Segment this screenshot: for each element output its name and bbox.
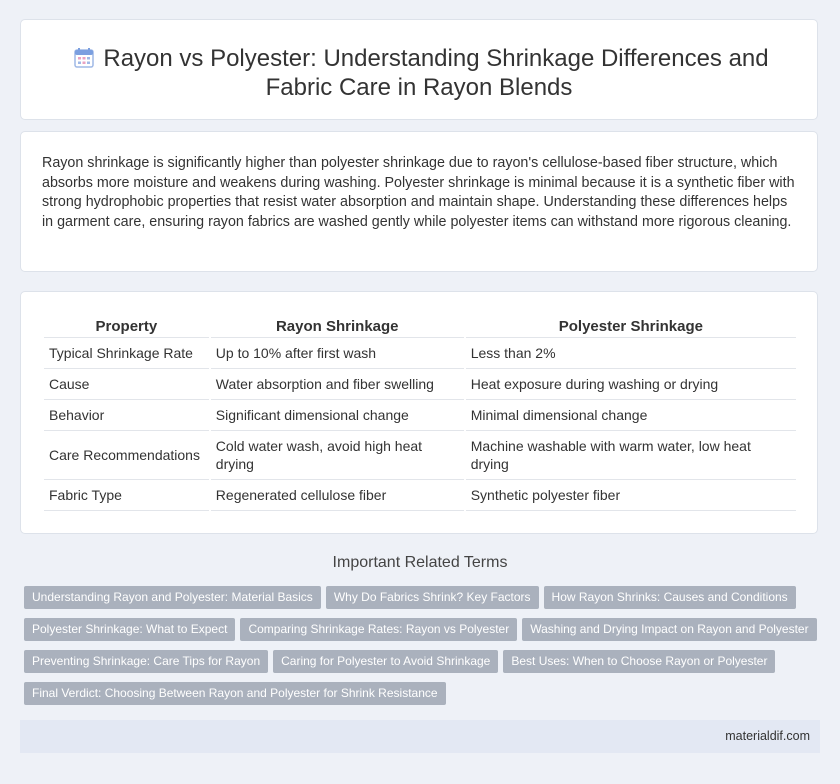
intro-paragraph: Rayon shrinkage is significantly higher than polyester shrinkage due to rayon's cellulose-based fiber structure, which absorbs more moisture and weakens during washing. Polyester shrinkage is minimal because it is a synthetic fiber with strong hydrophobic properties that resist water absorption and maintain shape. Understanding these differences helps in garment care, ensuring rayon fabrics are washed gently while polyester items can withstand more rigorous cleaning. <box>42 155 795 230</box>
related-term-tag[interactable]: Washing and Drying Impact on Rayon and Polyester <box>522 618 816 641</box>
table-cell: Up to 10% after first wash <box>211 338 464 369</box>
intro-card <box>20 131 818 272</box>
header-card <box>20 19 818 120</box>
table-row <box>44 480 796 511</box>
related-terms-heading: Important Related Terms <box>332 554 508 571</box>
table-header-row <box>44 315 796 338</box>
table-cell: Cause <box>44 369 209 400</box>
related-term-tag[interactable]: How Rayon Shrinks: Causes and Conditions <box>544 586 796 609</box>
table-cell: Less than 2% <box>466 338 796 369</box>
related-term-tag[interactable]: Caring for Polyester to Avoid Shrinkage <box>273 650 498 673</box>
tag-row <box>24 650 780 673</box>
footer-site-link[interactable]: materialdif.com <box>725 729 810 743</box>
table-row <box>44 400 796 431</box>
related-term-tag[interactable]: Comparing Shrinkage Rates: Rayon vs Polyester <box>240 618 517 641</box>
table-cell: Machine washable with warm water, low heat drying <box>466 431 796 480</box>
tag-row <box>24 618 822 641</box>
table-cell: Care Recommendations <box>44 431 209 480</box>
related-term-tag[interactable]: Best Uses: When to Choose Rayon or Polyester <box>503 650 775 673</box>
table-cell: Typical Shrinkage Rate <box>44 338 209 369</box>
comparison-table <box>42 315 798 511</box>
table-cell: Regenerated cellulose fiber <box>211 480 464 511</box>
title-line-1: Rayon vs Polyester: Understanding Shrinkage Differences and <box>103 45 769 72</box>
table-row <box>44 431 796 480</box>
related-term-tag[interactable]: Understanding Rayon and Polyester: Material Basics <box>24 586 321 609</box>
tag-row <box>24 682 451 705</box>
table-row <box>44 369 796 400</box>
comparison-table-card <box>20 291 818 534</box>
footer <box>20 720 820 753</box>
table-cell: Significant dimensional change <box>211 400 464 431</box>
title-line-2: Fabric Care in Rayon Blends <box>265 74 573 101</box>
header-rayon: Rayon Shrinkage <box>211 315 464 338</box>
related-term-tag[interactable]: Final Verdict: Choosing Between Rayon and Polyester for Shrink Resistance <box>24 682 446 705</box>
header-property: Property <box>44 315 209 338</box>
table-cell: Water absorption and fiber swelling <box>211 369 464 400</box>
table-row <box>44 338 796 369</box>
table-cell: Synthetic polyester fiber <box>466 480 796 511</box>
tag-row <box>24 586 801 609</box>
table-cell: Cold water wash, avoid high heat drying <box>211 431 464 480</box>
related-term-tag[interactable]: Why Do Fabrics Shrink? Key Factors <box>326 586 539 609</box>
table-cell: Fabric Type <box>44 480 209 511</box>
related-term-tag[interactable]: Polyester Shrinkage: What to Expect <box>24 618 235 641</box>
table-cell: Behavior <box>44 400 209 431</box>
related-term-tag[interactable]: Preventing Shrinkage: Care Tips for Rayon <box>24 650 268 673</box>
page-title <box>21 44 817 102</box>
table-cell: Heat exposure during washing or drying <box>466 369 796 400</box>
header-polyester: Polyester Shrinkage <box>466 315 796 338</box>
table-cell: Minimal dimensional change <box>466 400 796 431</box>
